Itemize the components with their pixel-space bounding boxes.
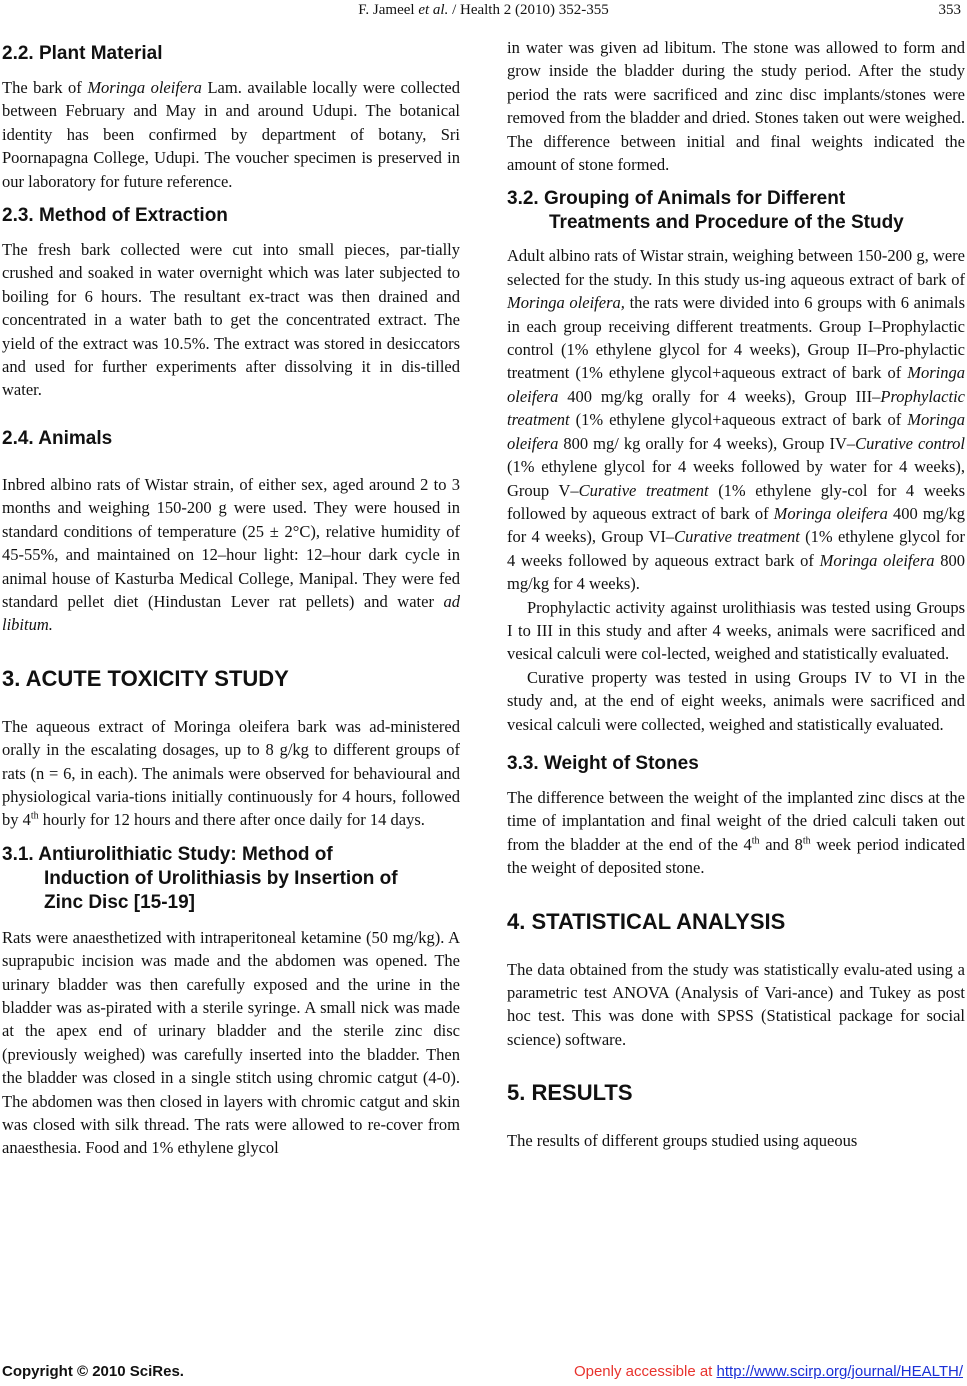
page-header <box>0 0 967 24</box>
right-column <box>507 36 965 1153</box>
section-heading-statistical-analysis: 4. STATISTICAL ANALYSIS <box>507 908 786 934</box>
open-access-label: Openly accessible at <box>573 1363 717 1380</box>
text-run: Adult albino rats of Wistar strain, weighing between 150-200 g, were selected for the study. In this study us-ing aqueous extract of bark of <box>507 246 965 289</box>
text-run: 800 mg/ kg orally for 4 weeks), Group IV– <box>558 433 856 453</box>
paragraph-animals <box>2 473 460 637</box>
paragraph-results: The results of different groups studied using aqueous <box>507 1131 858 1151</box>
heading-line: Induction of Urolithiasis by Insertion of <box>44 867 398 889</box>
paragraph-curative: Curative property was tested in using Groups IV to VI in the study and, at the end of eight weeks, animals were sacrificed and vesical calculi were collected, weighed and statistically evaluated. <box>507 667 965 734</box>
text-run: hourly for 12 hours and there after once daily for 14 days. <box>38 810 425 830</box>
italic-term: Prophylactic treatment <box>507 386 965 430</box>
text-run: (1% ethylene gly-col for 4 weeks followed by aqueous extract of bark of <box>507 480 965 523</box>
text-run: 400 mg/kg orally for 4 weeks), Group III– <box>558 386 881 406</box>
text-run: The bark of <box>2 78 88 97</box>
open-access-notice <box>574 1363 963 1380</box>
copyright-notice: Copyright © 2010 SciRes. <box>2 1363 184 1380</box>
text-run: (1% ethylene glycol for 4 weeks followed by water for 4 weeks), Group V– <box>507 457 965 500</box>
section-heading-extraction: 2.3. Method of Extraction <box>2 205 228 227</box>
section-heading-results: 5. RESULTS <box>507 1080 633 1106</box>
running-head-authors: F. Jameel <box>358 2 419 18</box>
section-heading-antiurolithiatic <box>2 843 460 915</box>
superscript: th <box>751 835 760 847</box>
superscript: th <box>30 810 39 822</box>
section-heading-grouping <box>507 187 965 235</box>
page-number: 353 <box>938 2 961 18</box>
italic-term: ad libitum. <box>2 591 460 635</box>
italic-term: Curative treatment <box>578 480 709 500</box>
running-head <box>0 2 967 19</box>
text-run: The difference between the weight of the implanted zinc discs at the time of implantation and final weight of the dried calculi taken out from the bladder at the end of the 4 <box>507 787 965 854</box>
text-run: week period indicated the weight of deposited stone. <box>507 834 966 878</box>
paragraph-plant-material <box>2 76 460 193</box>
heading-line: 3.1. Antiurolithiatic Study: Method of <box>2 843 333 865</box>
section-heading-plant-material: 2.2. Plant Material <box>2 43 163 64</box>
text-run: 800 mg/kg for 4 weeks). <box>507 550 966 594</box>
paragraph-prophylactic: Prophylactic activity against urolithiasis was tested using Groups I to III in this study and after 4 weeks, animals were sacrificed and vesical calculi were col-lected, weighed and statistically evaluated. <box>507 597 965 664</box>
species-name: Moringa oleifera <box>773 503 888 523</box>
paragraph-antiurolithiatic-continued: in water was given ad libitum. The stone was allowed to form and grow inside the bladder during the study period. After the study period the rats were sacrificed and zinc disc implants/stones were removed from the bladder and dried. Stones taken out were weighed. The difference between initial and final weights indicated the amount of stone formed. <box>507 38 965 175</box>
text-run: Inbred albino rats of Wistar strain, of either sex, aged around 2 to 3 months and weighing 150-200 g were used. They were housed in standard conditions of temperature (25 ± 2°C), relative humidity of 45-55%, and maintained on 12–hour light: 12–hour dark cycle in animal house of Kasturba Medical College, Manipal. They were fed standard pellet diet (Hindustan Lever rat pellets) and water <box>2 474 460 611</box>
text-run: (1% ethylene glycol for 4 weeks followed by aqueous extract bark of <box>507 527 965 570</box>
heading-line: Treatments and Procedure of the Study <box>549 212 904 234</box>
journal-link[interactable]: http://www.scirp.org/journal/HEALTH/ <box>716 1363 963 1380</box>
italic-term: Curative treatment <box>674 527 800 547</box>
paragraph-extraction: The fresh bark collected were cut into small pieces, par-tially crushed and soaked in water overnight which was later subjected to boiling for 6 hours. The resultant ex-tract was then drained and concentrated in a water bath to get the concentrated extract. The yield of the extract was 10.5%. The extract was stored in desiccators and used for further experiments after dissolving it in dis-tilled water. <box>2 240 460 400</box>
paragraph-weight-of-stones <box>507 786 965 880</box>
page-footer <box>0 1363 967 1385</box>
paragraph-grouping <box>507 244 965 595</box>
text-run: the rats were divided into 6 groups with 6 animals in each group receiving different treatments. Group I–Prophylactic control (1% ethylene glycol for 4 weeks), Group II–Pro-phylactic treatment (1% ethylene glycol+aqueous extract of bark of <box>507 293 965 383</box>
species-name: Moringa oleifera <box>87 78 202 97</box>
text-run: Lam. available locally were collected between February and May in and around Udupi. The botanical identity has been confirmed by department of botany, Sri Poornapagna College, Udupi. The voucher specimen is preserved in our laboratory for future reference. <box>2 78 460 191</box>
species-name: Moringa oleifera <box>507 363 965 406</box>
section-heading-weight-of-stones: 3.3. Weight of Stones <box>507 752 699 774</box>
running-head-etal: et al. <box>418 2 449 18</box>
section-heading-animals: 2.4. Animals <box>2 427 113 449</box>
section-heading-acute-toxicity: 3. ACUTE TOXICITY STUDY <box>2 665 289 691</box>
paragraph-statistical-analysis: The data obtained from the study was statistically evalu-ated using a parametric test ANOVA (Analysis of Vari-ance) and Tukey as post hoc test. This was done with SPSS (Statistical package for social science) software. <box>507 959 965 1049</box>
left-column <box>2 36 460 1160</box>
species-name: Moringa oleifera, <box>507 293 625 313</box>
text-run: (1% ethylene glycol+aqueous extract of bark of <box>569 410 908 430</box>
species-name: Moringa oleifera <box>819 550 935 570</box>
species-name: Moringa oleifera <box>507 410 965 453</box>
heading-line: 3.2. Grouping of Animals for Different <box>507 188 846 210</box>
text-run: 400 mg/kg for 4 weeks), Group VI– <box>507 503 965 547</box>
running-head-journal: / Health 2 (2010) 352-355 <box>448 2 609 18</box>
heading-line: Zinc Disc [15-19] <box>44 891 195 913</box>
paragraph-acute-toxicity <box>2 715 460 832</box>
text-run: and 8 <box>759 834 803 854</box>
text-run: The aqueous extract of Moringa oleifera bark was ad-ministered orally in the escalating dosages, up to 8 g/kg to different groups of rats (n = 6, in each). The animals were observed for behavioural and physiological varia-tions initially continuously for 4 hours, followed by 4 <box>2 716 460 830</box>
italic-term: Curative control <box>855 433 965 453</box>
superscript: th <box>802 835 811 847</box>
paragraph-antiurolithiatic: Rats were anaesthetized with intraperitoneal ketamine (50 mg/kg). A suprapubic incision was made and the abdomen was opened. The urinary bladder was then carefully exposed and the urine in the bladder was as-pirated with a sterile syringe. A small nick was made at the apex end of urinary bladder and the sterile zinc disc (previously weighed) was carefully inserted into the bladder. Then the bladder was closed in a single stitch using chromic catgut (4-0). The abdomen was then closed in layers with chromic catgut and skin was closed with silk thread. The rats were allowed to re-cover from anaesthesia. Food and 1% ethylene glycol <box>2 927 460 1158</box>
